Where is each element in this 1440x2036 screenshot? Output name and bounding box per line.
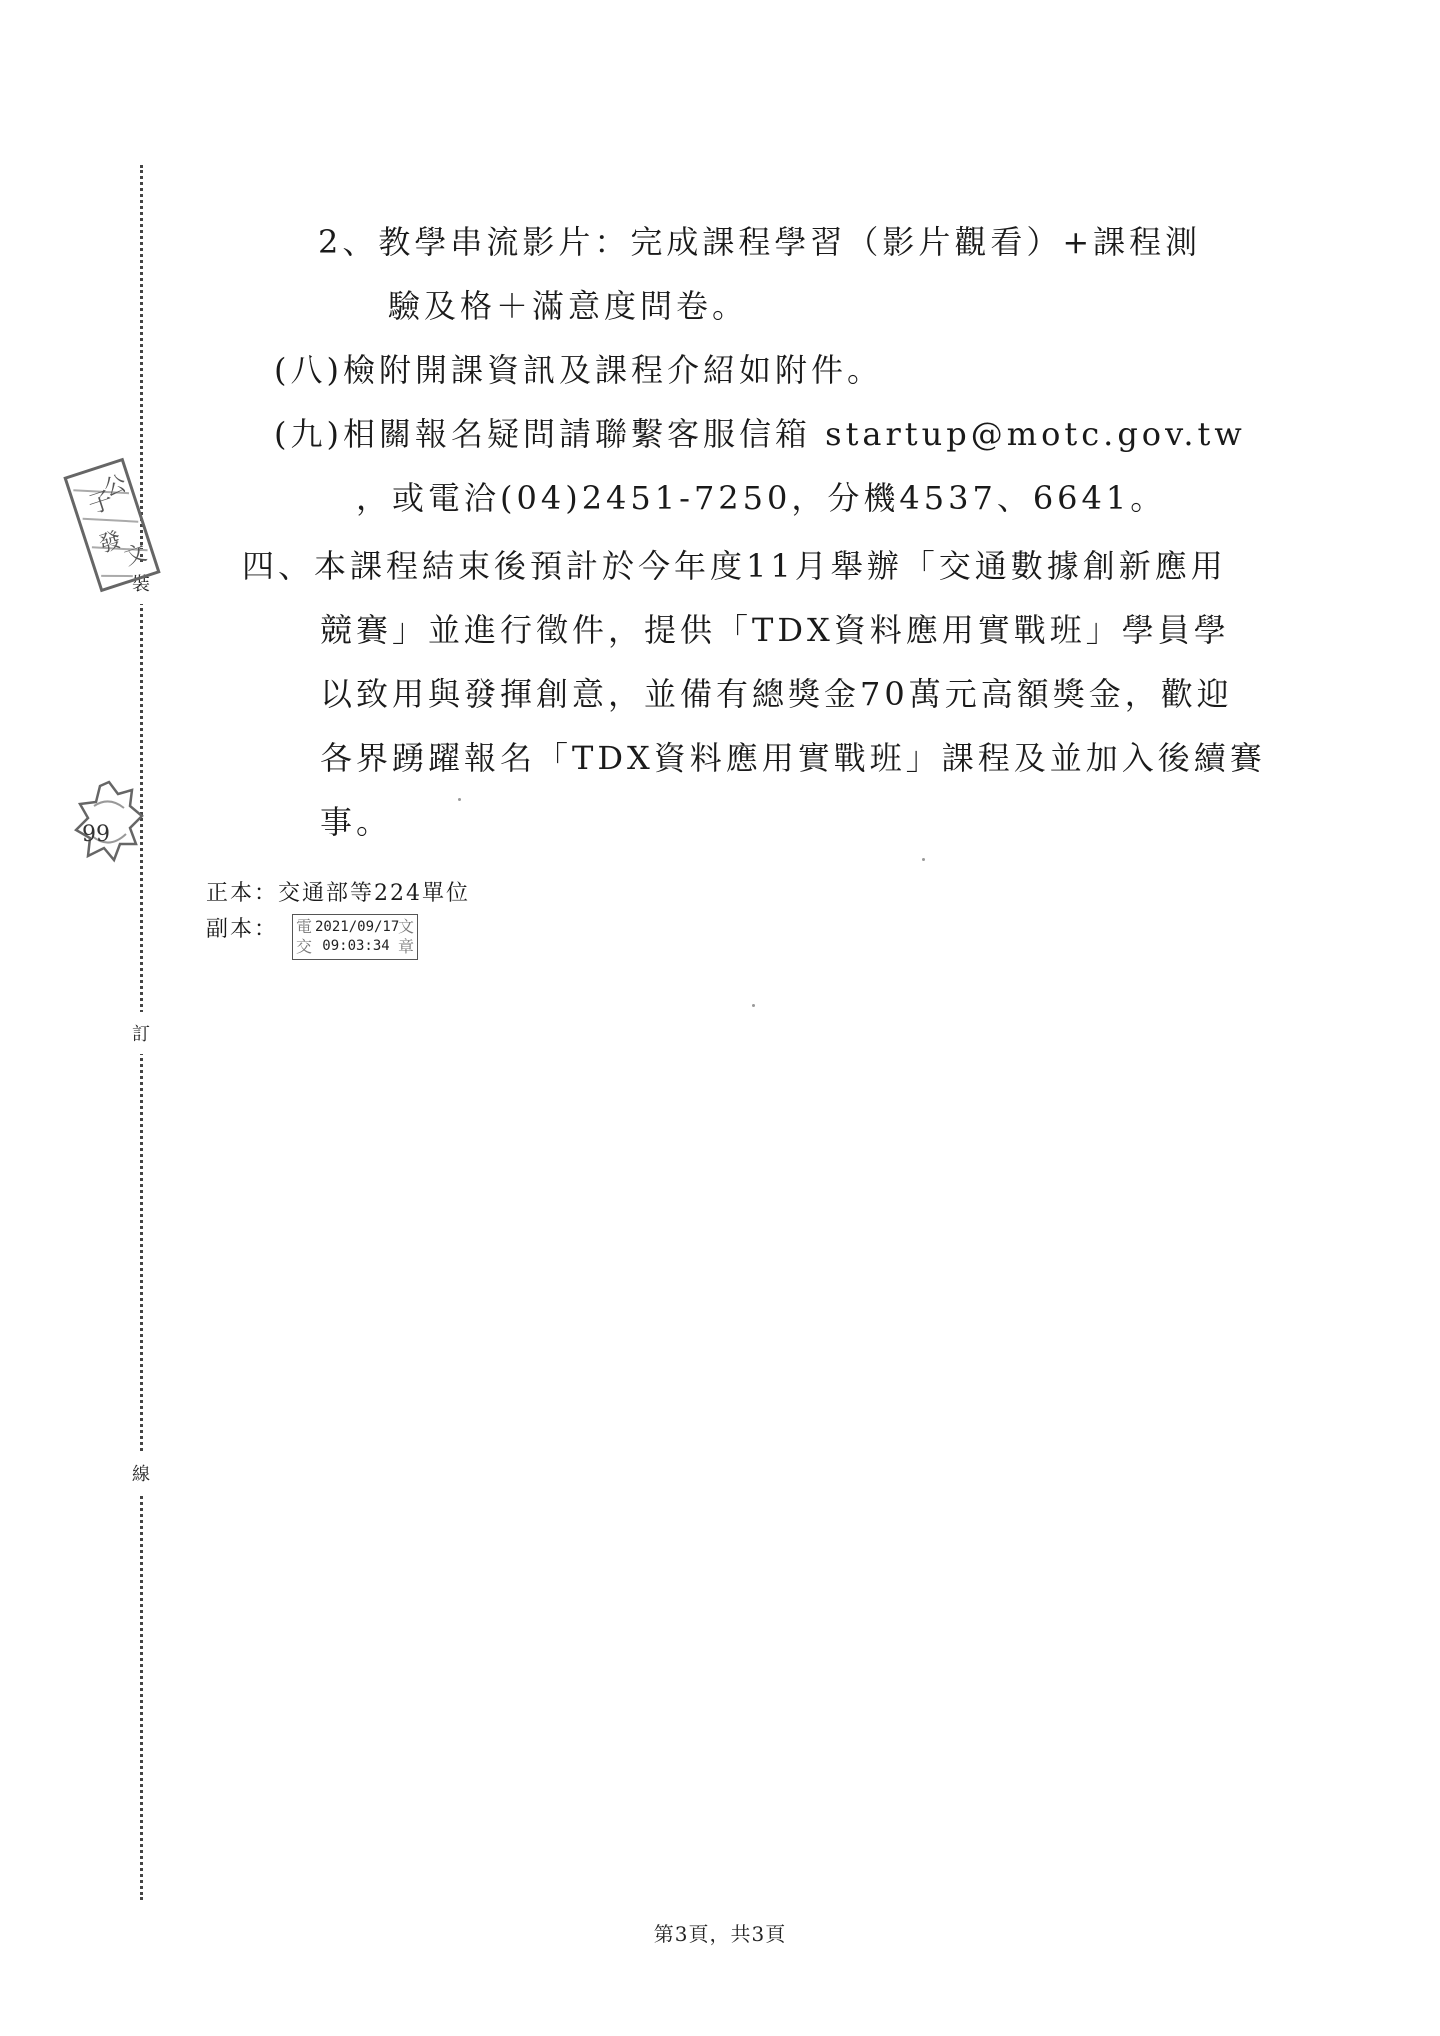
original-recipients: 正本：交通部等224單位 (206, 881, 470, 906)
svg-text:公: 公 (100, 471, 130, 502)
body-line-section-4: 四、本課程結束後預計於今年度11月舉辦「交通數據創新應用 (242, 547, 1227, 585)
copy-recipients-label: 副本： (206, 917, 279, 942)
binding-label-xian: 線 (128, 1452, 154, 1494)
date-stamp-left-chars: 電交 (295, 917, 312, 956)
scan-speck (752, 1004, 755, 1007)
binding-label-zhuang: 裝 (128, 562, 154, 604)
date-stamp-date: 2021/09/17 (315, 919, 400, 935)
binding-label-ding: 訂 (128, 1012, 154, 1054)
official-seal-stamp (58, 452, 167, 598)
body-line-item-9: (九)相關報名疑問請聯繫客服信箱 startup@motc.gov.tw (274, 415, 1246, 453)
date-stamp-right-chars: 文章 (397, 917, 414, 956)
svg-text:子: 子 (84, 485, 117, 520)
svg-text:文: 文 (121, 540, 150, 571)
body-line-section-4-cont-2: 以致用與發揮創意，並備有總獎金70萬元高額獎金，歡迎 (320, 675, 1233, 713)
scan-speck (922, 858, 925, 861)
body-line-section-4-cont-4: 事。 (320, 803, 393, 841)
svg-text:發: 發 (96, 527, 125, 559)
electronic-date-stamp (292, 914, 418, 960)
scan-speck (458, 798, 461, 801)
body-line-item-8: (八)檢附開課資訊及課程介紹如附件。 (274, 351, 883, 389)
body-line-item-2-cont: 驗及格＋滿意度問卷。 (388, 287, 749, 325)
body-line-section-4-cont-1: 競賽」並進行徵件，提供「TDX資料應用實戰班」學員學 (320, 611, 1230, 649)
page-gear-number: 99 (82, 822, 110, 847)
date-stamp-time: 09:03:34 (322, 938, 390, 954)
body-line-section-4-cont-3: 各界踴躍報名「TDX資料應用實戰班」課程及並加入後續賽 (320, 739, 1266, 777)
page-number-footer: 第3頁，共3頁 (653, 1922, 787, 1946)
body-line-item-2: 2、教學串流影片：完成課程學習（影片觀看）+課程測 (318, 223, 1202, 261)
body-line-item-9-cont: ，或電洽(04)2451-7250，分機4537、6641。 (356, 479, 1167, 517)
